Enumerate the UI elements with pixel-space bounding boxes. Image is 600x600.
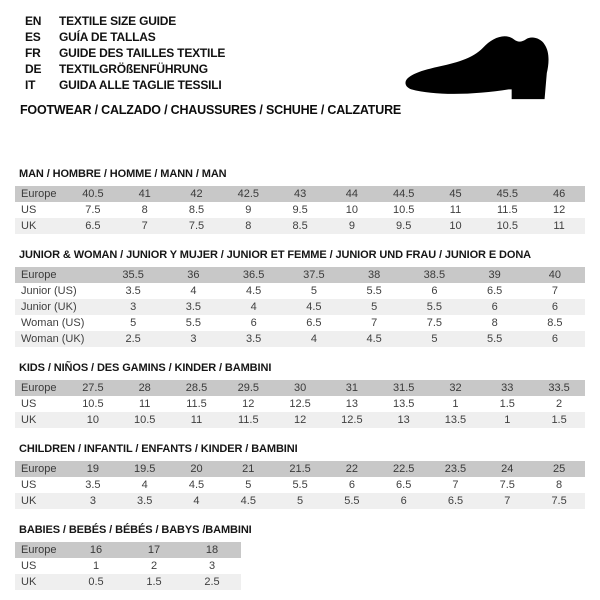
size-table-children bbox=[15, 443, 585, 509]
size-cell: 7 bbox=[430, 477, 482, 493]
size-cell: 13 bbox=[326, 396, 378, 412]
size-cell: 9 bbox=[222, 202, 274, 218]
size-cell: 10.5 bbox=[67, 396, 119, 412]
size-cell: 6 bbox=[525, 331, 585, 347]
language-label: GUIDA ALLE TAGLIE TESSILI bbox=[59, 78, 222, 92]
size-cell: 3.5 bbox=[119, 493, 171, 509]
size-cell: 6 bbox=[465, 299, 525, 315]
size-cell: 36 bbox=[163, 267, 223, 283]
size-cell: 6.5 bbox=[67, 218, 119, 234]
kids-table bbox=[15, 380, 585, 428]
size-cell: 8 bbox=[533, 477, 585, 493]
size-cell: 5 bbox=[404, 331, 464, 347]
size-cell: 1.5 bbox=[125, 574, 183, 590]
row-label: UK bbox=[15, 218, 67, 234]
size-cell: 45.5 bbox=[481, 186, 533, 202]
table-row bbox=[15, 315, 585, 331]
table-row bbox=[15, 396, 585, 412]
size-table-babies bbox=[15, 524, 585, 590]
size-cell: 22 bbox=[326, 461, 378, 477]
size-cell: 40.5 bbox=[67, 186, 119, 202]
size-cell: 3.5 bbox=[224, 331, 284, 347]
table-row bbox=[15, 380, 585, 396]
row-label: UK bbox=[15, 574, 67, 590]
size-cell: 7 bbox=[525, 283, 585, 299]
language-label: TEXTILE SIZE GUIDE bbox=[59, 14, 177, 28]
size-cell: 10 bbox=[430, 218, 482, 234]
row-label: US bbox=[15, 558, 67, 574]
size-cell: 4.5 bbox=[171, 477, 223, 493]
table-row bbox=[15, 283, 585, 299]
size-cell: 4.5 bbox=[224, 283, 284, 299]
size-cell: 44 bbox=[326, 186, 378, 202]
size-cell: 2 bbox=[533, 396, 585, 412]
size-cell: 5.5 bbox=[465, 331, 525, 347]
size-table-junior-woman bbox=[15, 249, 585, 347]
size-cell: 19 bbox=[67, 461, 119, 477]
size-cell: 4 bbox=[171, 493, 223, 509]
size-cell: 20 bbox=[171, 461, 223, 477]
size-cell: 5 bbox=[284, 283, 344, 299]
table-row bbox=[15, 558, 241, 574]
size-cell: 10.5 bbox=[119, 412, 171, 428]
language-row bbox=[25, 45, 225, 61]
size-cell: 9.5 bbox=[274, 202, 326, 218]
language-label: GUÍA DE TALLAS bbox=[59, 30, 156, 44]
size-cell: 28 bbox=[119, 380, 171, 396]
language-row bbox=[25, 29, 225, 45]
size-cell: 6 bbox=[224, 315, 284, 331]
row-label: US bbox=[15, 202, 67, 218]
size-cell: 7.5 bbox=[533, 493, 585, 509]
table-row bbox=[15, 542, 241, 558]
size-cell: 9.5 bbox=[378, 218, 430, 234]
size-cell: 43 bbox=[274, 186, 326, 202]
size-cell: 5 bbox=[274, 493, 326, 509]
size-cell: 2 bbox=[125, 558, 183, 574]
size-cell: 8.5 bbox=[274, 218, 326, 234]
size-cell: 29.5 bbox=[222, 380, 274, 396]
language-code: DE bbox=[25, 62, 42, 76]
row-label: Europe bbox=[15, 461, 67, 477]
size-table-kids bbox=[15, 362, 585, 428]
size-cell: 11.5 bbox=[481, 202, 533, 218]
row-label: Junior (UK) bbox=[15, 299, 103, 315]
size-cell: 42.5 bbox=[222, 186, 274, 202]
size-cell: 12 bbox=[222, 396, 274, 412]
table-row bbox=[15, 412, 585, 428]
category-line: FOOTWEAR / CALZADO / CHAUSSURES / SCHUHE / CALZATURE bbox=[20, 103, 402, 117]
size-cell: 1 bbox=[481, 412, 533, 428]
size-cell: 4 bbox=[163, 283, 223, 299]
size-cell: 45 bbox=[430, 186, 482, 202]
size-cell: 11.5 bbox=[222, 412, 274, 428]
size-cell: 8 bbox=[119, 202, 171, 218]
size-cell: 13.5 bbox=[378, 396, 430, 412]
size-cell: 10 bbox=[67, 412, 119, 428]
language-code: ES bbox=[25, 30, 41, 44]
size-cell: 1.5 bbox=[481, 396, 533, 412]
size-cell: 6.5 bbox=[284, 315, 344, 331]
size-cell: 6 bbox=[525, 299, 585, 315]
size-cell: 31.5 bbox=[378, 380, 430, 396]
size-cell: 8.5 bbox=[171, 202, 223, 218]
section-title: MAN / HOMBRE / HOMME / MANN / MAN bbox=[19, 168, 227, 180]
size-cell: 36.5 bbox=[224, 267, 284, 283]
size-cell: 44.5 bbox=[378, 186, 430, 202]
size-cell: 32 bbox=[430, 380, 482, 396]
size-cell: 13.5 bbox=[430, 412, 482, 428]
size-cell: 16 bbox=[67, 542, 125, 558]
language-label: GUIDE DES TAILLES TEXTILE bbox=[59, 46, 226, 60]
section-title: KIDS / NIÑOS / DES GAMINS / KINDER / BAMBINI bbox=[19, 362, 272, 374]
size-cell: 19.5 bbox=[119, 461, 171, 477]
row-label: UK bbox=[15, 412, 67, 428]
row-label: UK bbox=[15, 493, 67, 509]
table-row bbox=[15, 574, 241, 590]
junior-woman-table bbox=[15, 267, 585, 347]
size-cell: 5.5 bbox=[163, 315, 223, 331]
size-cell: 4 bbox=[284, 331, 344, 347]
size-cell: 6.5 bbox=[430, 493, 482, 509]
size-cell: 8 bbox=[465, 315, 525, 331]
size-cell: 5 bbox=[344, 299, 404, 315]
size-cell: 5 bbox=[103, 315, 163, 331]
size-cell: 33 bbox=[481, 380, 533, 396]
size-cell: 12.5 bbox=[326, 412, 378, 428]
size-cell: 17 bbox=[125, 542, 183, 558]
language-label: TEXTILGRÖßENFÜHRUNG bbox=[59, 62, 208, 76]
table-row bbox=[15, 202, 585, 218]
size-cell: 1 bbox=[430, 396, 482, 412]
size-cell: 25 bbox=[533, 461, 585, 477]
row-label: Woman (UK) bbox=[15, 331, 103, 347]
size-cell: 3 bbox=[103, 299, 163, 315]
table-row bbox=[15, 218, 585, 234]
language-code: EN bbox=[25, 14, 42, 28]
size-cell: 42 bbox=[171, 186, 223, 202]
size-cell: 9 bbox=[326, 218, 378, 234]
size-cell: 33.5 bbox=[533, 380, 585, 396]
size-cell: 6.5 bbox=[378, 477, 430, 493]
table-row bbox=[15, 267, 585, 283]
size-cell: 1.5 bbox=[533, 412, 585, 428]
size-cell: 28.5 bbox=[171, 380, 223, 396]
language-row bbox=[25, 13, 225, 29]
size-cell: 5.5 bbox=[326, 493, 378, 509]
size-cell: 7 bbox=[119, 218, 171, 234]
size-cell: 7.5 bbox=[67, 202, 119, 218]
size-cell: 5.5 bbox=[274, 477, 326, 493]
size-cell: 4 bbox=[119, 477, 171, 493]
size-cell: 0.5 bbox=[67, 574, 125, 590]
children-table bbox=[15, 461, 585, 509]
size-cell: 3 bbox=[183, 558, 241, 574]
size-cell: 12 bbox=[533, 202, 585, 218]
section-title: JUNIOR & WOMAN / JUNIOR Y MUJER / JUNIOR ET FEMME / JUNIOR UND FRAU / JUNIOR E DONA bbox=[19, 249, 532, 261]
table-row bbox=[15, 331, 585, 347]
shoe-icon bbox=[398, 26, 570, 102]
language-row bbox=[25, 77, 225, 93]
size-cell: 6 bbox=[326, 477, 378, 493]
size-cell: 8.5 bbox=[525, 315, 585, 331]
size-cell: 3 bbox=[67, 493, 119, 509]
table-row bbox=[15, 461, 585, 477]
size-cell: 7.5 bbox=[404, 315, 464, 331]
row-label: Europe bbox=[15, 542, 67, 558]
size-cell: 7 bbox=[481, 493, 533, 509]
row-label: Europe bbox=[15, 186, 67, 202]
row-label: Europe bbox=[15, 267, 103, 283]
size-cell: 11 bbox=[119, 396, 171, 412]
size-cell: 11 bbox=[430, 202, 482, 218]
size-cell: 1 bbox=[67, 558, 125, 574]
size-table-man bbox=[15, 168, 585, 234]
table-row bbox=[15, 493, 585, 509]
size-cell: 2.5 bbox=[183, 574, 241, 590]
size-cell: 31 bbox=[326, 380, 378, 396]
section-title: BABIES / BEBÉS / BÉBÉS / BABYS /BAMBINI bbox=[19, 524, 252, 536]
size-cell: 7.5 bbox=[481, 477, 533, 493]
size-cell: 10.5 bbox=[481, 218, 533, 234]
size-cell: 2.5 bbox=[103, 331, 163, 347]
row-label: Woman (US) bbox=[15, 315, 103, 331]
language-code: IT bbox=[25, 78, 36, 92]
table-row bbox=[15, 477, 585, 493]
size-cell: 24 bbox=[481, 461, 533, 477]
language-code: FR bbox=[25, 46, 41, 60]
size-cell: 11 bbox=[171, 412, 223, 428]
size-cell: 38 bbox=[344, 267, 404, 283]
size-cell: 22.5 bbox=[378, 461, 430, 477]
babies-table bbox=[15, 542, 241, 590]
size-cell: 12.5 bbox=[274, 396, 326, 412]
size-cell: 7.5 bbox=[171, 218, 223, 234]
size-cell: 6 bbox=[378, 493, 430, 509]
size-cell: 11 bbox=[533, 218, 585, 234]
size-cell: 39 bbox=[465, 267, 525, 283]
size-cell: 46 bbox=[533, 186, 585, 202]
size-cell: 3.5 bbox=[163, 299, 223, 315]
size-cell: 4 bbox=[224, 299, 284, 315]
size-cell: 7 bbox=[344, 315, 404, 331]
size-cell: 6.5 bbox=[465, 283, 525, 299]
size-cell: 41 bbox=[119, 186, 171, 202]
section-title: CHILDREN / INFANTIL / ENFANTS / KINDER / BAMBINI bbox=[19, 443, 298, 455]
size-cell: 3.5 bbox=[103, 283, 163, 299]
table-row bbox=[15, 299, 585, 315]
size-cell: 13 bbox=[378, 412, 430, 428]
row-label: US bbox=[15, 477, 67, 493]
size-cell: 38.5 bbox=[404, 267, 464, 283]
size-cell: 5.5 bbox=[344, 283, 404, 299]
row-label: Europe bbox=[15, 380, 67, 396]
size-cell: 3 bbox=[163, 331, 223, 347]
size-cell: 4.5 bbox=[284, 299, 344, 315]
size-cell: 4.5 bbox=[344, 331, 404, 347]
size-cell: 10.5 bbox=[378, 202, 430, 218]
size-cell: 12 bbox=[274, 412, 326, 428]
man-table bbox=[15, 186, 585, 234]
size-cell: 21 bbox=[222, 461, 274, 477]
size-cell: 21.5 bbox=[274, 461, 326, 477]
size-cell: 27.5 bbox=[67, 380, 119, 396]
size-cell: 3.5 bbox=[67, 477, 119, 493]
language-list bbox=[25, 13, 225, 93]
table-row bbox=[15, 186, 585, 202]
size-cell: 18 bbox=[183, 542, 241, 558]
size-cell: 35.5 bbox=[103, 267, 163, 283]
size-cell: 8 bbox=[222, 218, 274, 234]
size-cell: 30 bbox=[274, 380, 326, 396]
size-cell: 11.5 bbox=[171, 396, 223, 412]
size-cell: 6 bbox=[404, 283, 464, 299]
row-label: US bbox=[15, 396, 67, 412]
size-cell: 4.5 bbox=[222, 493, 274, 509]
size-cell: 40 bbox=[525, 267, 585, 283]
size-cell: 5.5 bbox=[404, 299, 464, 315]
row-label: Junior (US) bbox=[15, 283, 103, 299]
size-cell: 37.5 bbox=[284, 267, 344, 283]
size-cell: 23.5 bbox=[430, 461, 482, 477]
size-cell: 5 bbox=[222, 477, 274, 493]
size-tables bbox=[15, 168, 585, 600]
language-row bbox=[25, 61, 225, 77]
size-cell: 10 bbox=[326, 202, 378, 218]
